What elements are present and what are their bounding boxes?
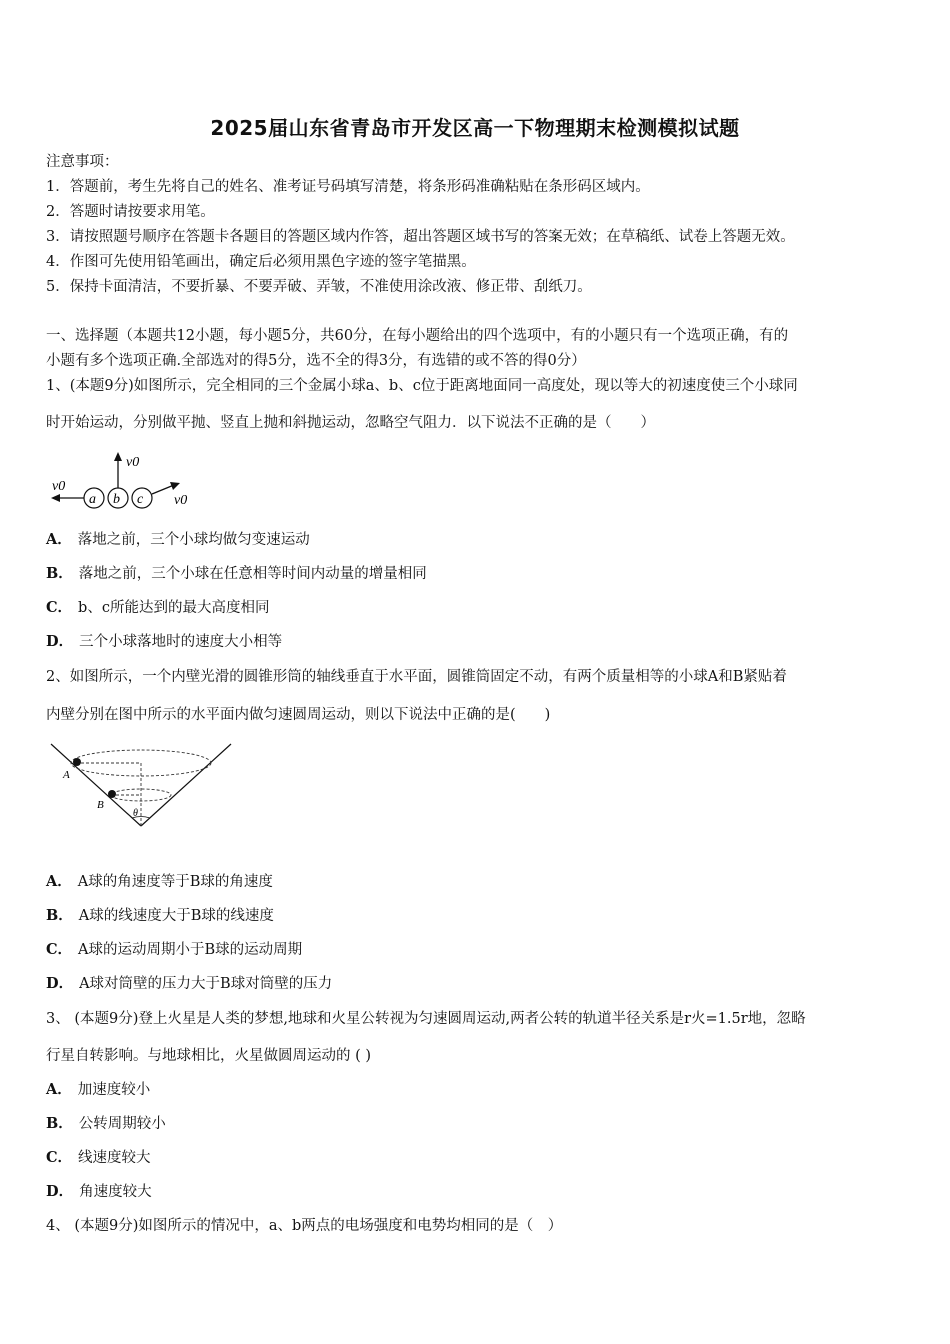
question-3-stem: 3、 (本题9分)登上火星是人类的梦想,地球和火星公转视为匀速圆周运动,两者公转的轨道半径关系是r火=1.5r地，忽略 (46, 1011, 806, 1027)
option-letter: B． (46, 907, 73, 924)
question-3-option-c[interactable] (46, 1148, 151, 1168)
option-letter: D． (46, 1183, 74, 1200)
question-2-option-b[interactable] (46, 906, 274, 926)
question-2-stem-cont: 内壁分别在图中所示的水平面内做匀速圆周运动，则以下说法中正确的是( ) (46, 707, 551, 723)
question-2-stem: 2、如图所示，一个内壁光滑的圆锥形筒的轴线垂直于水平面，圆锥筒固定不动，有两个质量相等的小球A和B紧贴着 (46, 669, 787, 685)
option-letter: D． (46, 633, 74, 650)
question-3-option-d[interactable] (46, 1182, 152, 1202)
option-letter: A． (46, 873, 72, 890)
option-text: 落地之前，三个小球在任意相等时间内动量的增量相同 (78, 566, 427, 582)
question-1-option-b[interactable] (46, 564, 427, 584)
question-3-option-a[interactable] (46, 1080, 150, 1100)
option-text: 落地之前，三个小球均做匀变速运动 (77, 532, 310, 548)
option-letter: C． (46, 941, 73, 958)
angle-label-theta: θ (133, 808, 138, 819)
option-text: A球的角速度等于B球的角速度 (77, 874, 273, 890)
section-heading-cont: 小题有多个选项正确.全部选对的得5分，选不全的得3分，有选错的或不答的得0分） (46, 353, 586, 369)
option-text: 三个小球落地时的速度大小相等 (79, 634, 283, 650)
question-1-option-c[interactable] (46, 598, 269, 618)
option-text: b、c所能达到的最大高度相同 (78, 600, 270, 616)
option-letter: B． (46, 1115, 73, 1132)
question-1-option-d[interactable] (46, 632, 282, 652)
question-3-option-b[interactable] (46, 1114, 166, 1134)
question-1-stem-cont: 时开始运动，分别做平抛、竖直上抛和斜抛运动，忽略空气阻力．以下说法不正确的是（ ） (46, 415, 655, 431)
velocity-label-up: v0 (126, 455, 140, 470)
question-1-option-a[interactable] (46, 530, 310, 550)
ball-label-A: A (63, 769, 70, 781)
option-text: A球对筒壁的压力大于B球对筒壁的压力 (79, 976, 333, 992)
option-letter: C． (46, 599, 73, 616)
question-2-option-d[interactable] (46, 974, 332, 994)
option-text: 公转周期较小 (78, 1116, 166, 1132)
option-letter: C． (46, 1149, 73, 1166)
option-letter: B． (46, 565, 73, 582)
ball-label-a: a (89, 492, 96, 507)
notes-item: 5．保持卡面清洁，不要折暴、不要弄破、弄皱，不准使用涂改液、修正带、刮纸刀。 (46, 279, 592, 295)
option-letter: D． (46, 975, 74, 992)
page-title: 2025届山东省青岛市开发区高一下物理期末检测模拟试题 (210, 116, 740, 140)
velocity-label-right: v0 (174, 493, 188, 508)
question-2-option-c[interactable] (46, 940, 302, 960)
notes-item: 2．答题时请按要求用笔。 (46, 204, 215, 220)
option-text: 角速度较大 (79, 1184, 152, 1200)
question-4-stem: 4、 (本题9分)如图所示的情况中，a、b两点的电场强度和电势均相同的是（ ） (46, 1218, 563, 1234)
notes-item: 4．作图可先使用铅笔画出，确定后必须用黑色字迹的签字笔描黑。 (46, 254, 476, 270)
option-text: A球的运动周期小于B球的运动周期 (78, 942, 303, 958)
question-3-stem-cont: 行星自转影响。与地球相比，火星做圆周运动的 ( ) (46, 1048, 372, 1064)
question-2-figure (46, 738, 246, 830)
question-1-stem: 1、(本题9分)如图所示，完全相同的三个金属小球a、b、c位于距离地面同一高度处，现以等大的初速度使三个小球同 (46, 378, 798, 394)
notes-item: 1．答题前，考生先将自己的姓名、准考证号码填写清楚，将条形码准确粘贴在条形码区域内。 (46, 179, 650, 195)
notes-heading: 注意事项： (46, 154, 119, 170)
section-heading: 一、选择题（本题共12小题，每小题5分，共60分，在每小题给出的四个选项中，有的小题只有一个选项正确，有的 (46, 328, 789, 344)
velocity-label-left: v0 (52, 479, 66, 494)
ball-label-b: b (113, 492, 120, 507)
option-text: 线速度较大 (78, 1150, 151, 1166)
option-letter: A． (46, 1081, 72, 1098)
ball-label-B: B (97, 799, 104, 811)
ball-label-c: c (137, 492, 144, 507)
question-1-figure (46, 446, 206, 516)
notes-item: 3．请按照题号顺序在答题卡各题目的答题区域内作答，超出答题区域书写的答案无效；在草稿纸、试卷上答题无效。 (46, 229, 795, 245)
question-2-option-a[interactable] (46, 872, 273, 892)
option-letter: A． (46, 531, 72, 548)
option-text: 加速度较小 (77, 1082, 151, 1098)
option-text: A球的线速度大于B球的线速度 (78, 908, 274, 924)
